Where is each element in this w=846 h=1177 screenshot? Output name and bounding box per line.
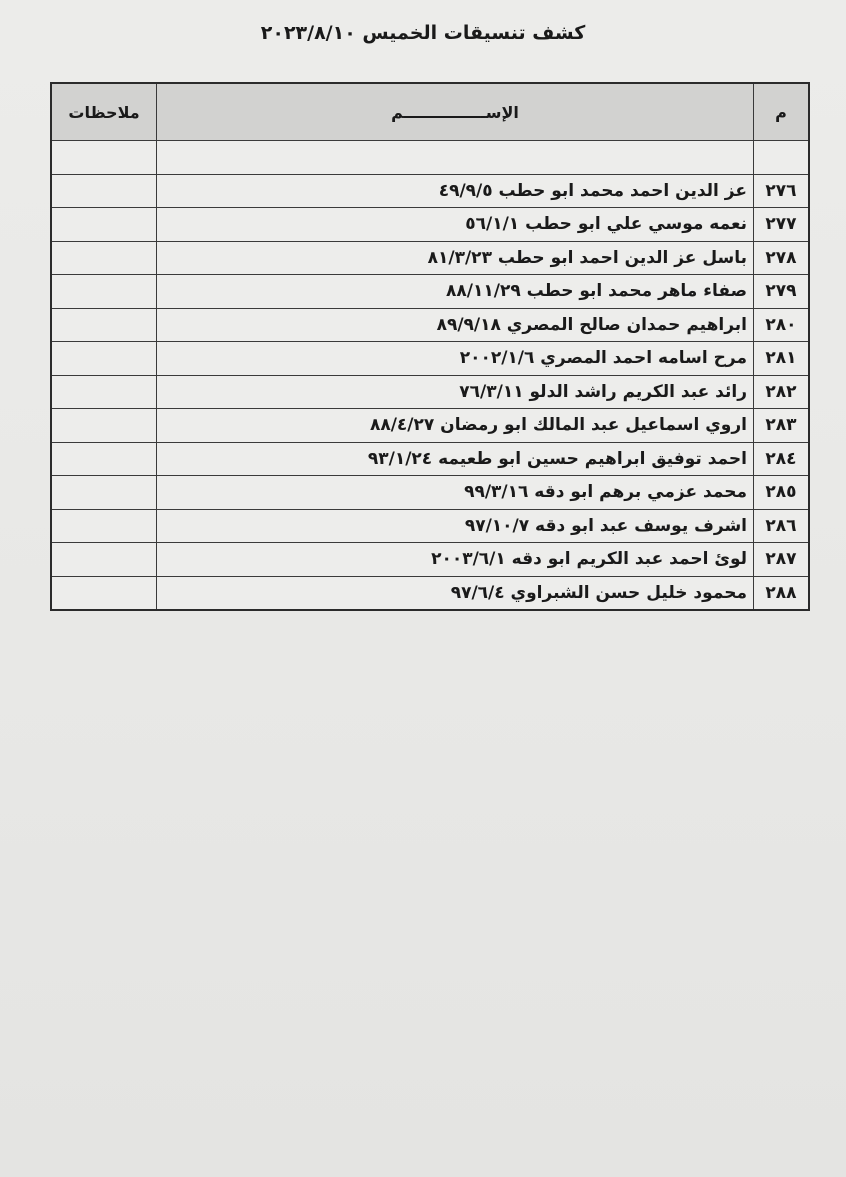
blank-cell <box>754 141 810 175</box>
row-name: لوئ احمد عبد الكريم ابو دقه ٢٠٠٣/٦/١ <box>157 543 754 577</box>
row-number: ٢٧٩ <box>754 275 810 309</box>
row-name: نعمه موسي علي ابو حطب ٥٦/١/١ <box>157 208 754 242</box>
row-name: مرح اسامه احمد المصري ٢٠٠٢/١/٦ <box>157 342 754 376</box>
table-row <box>51 476 809 510</box>
row-number: ٢٨٧ <box>754 543 810 577</box>
row-number: ٢٧٧ <box>754 208 810 242</box>
table-row <box>51 375 809 409</box>
row-notes <box>51 275 157 309</box>
table-header-row <box>51 83 809 141</box>
row-number: ٢٧٦ <box>754 174 810 208</box>
row-notes <box>51 442 157 476</box>
header-name: الإســـــــــــــــم <box>157 83 754 141</box>
row-notes <box>51 342 157 376</box>
row-number: ٢٨٠ <box>754 308 810 342</box>
row-number: ٢٧٨ <box>754 241 810 275</box>
table-row <box>51 241 809 275</box>
row-notes <box>51 409 157 443</box>
row-number: ٢٨٥ <box>754 476 810 510</box>
table-row <box>51 576 809 610</box>
row-name: محمد عزمي برهم ابو دقه ٩٩/٣/١٦ <box>157 476 754 510</box>
table-row <box>51 308 809 342</box>
row-name: عز الدين احمد محمد ابو حطب ٤٩/٩/٥ <box>157 174 754 208</box>
row-name: باسل عز الدين احمد ابو حطب ٨١/٣/٢٣ <box>157 241 754 275</box>
blank-cell <box>51 141 157 175</box>
table-row <box>51 543 809 577</box>
row-number: ٢٨٢ <box>754 375 810 409</box>
row-number: ٢٨٤ <box>754 442 810 476</box>
table-row <box>51 509 809 543</box>
row-notes <box>51 576 157 610</box>
table-row <box>51 442 809 476</box>
header-number: م <box>754 83 810 141</box>
coordination-table <box>50 82 810 611</box>
row-name: اروي اسماعيل عبد المالك ابو رمضان ٨٨/٤/٢٧ <box>157 409 754 443</box>
table-row-blank <box>51 141 809 175</box>
row-notes <box>51 476 157 510</box>
row-notes <box>51 308 157 342</box>
row-name: رائد عبد الكريم راشد الدلو ٧٦/٣/١١ <box>157 375 754 409</box>
row-name: احمد توفيق ابراهيم حسين ابو طعيمه ٩٣/١/٢٤ <box>157 442 754 476</box>
row-number: ٢٨٣ <box>754 409 810 443</box>
table-row <box>51 342 809 376</box>
table-row <box>51 174 809 208</box>
row-notes <box>51 208 157 242</box>
header-notes: ملاحظات <box>51 83 157 141</box>
row-name: محمود خليل حسن الشبراوي ٩٧/٦/٤ <box>157 576 754 610</box>
row-number: ٢٨٨ <box>754 576 810 610</box>
row-name: ابراهيم حمدان صالح المصري ٨٩/٩/١٨ <box>157 308 754 342</box>
row-notes <box>51 174 157 208</box>
table-row <box>51 275 809 309</box>
row-name: صفاء ماهر محمد ابو حطب ٨٨/١١/٢٩ <box>157 275 754 309</box>
table-body <box>51 141 809 611</box>
row-notes <box>51 241 157 275</box>
blank-cell <box>157 141 754 175</box>
row-number: ٢٨٦ <box>754 509 810 543</box>
table-row <box>51 208 809 242</box>
row-name: اشرف يوسف عبد ابو دقه ٩٧/١٠/٧ <box>157 509 754 543</box>
row-notes <box>51 375 157 409</box>
row-notes <box>51 543 157 577</box>
document-title: كشف تنسيقات الخميس ٢٠٢٣/٨/١٠ <box>260 22 586 44</box>
row-notes <box>51 509 157 543</box>
row-number: ٢٨١ <box>754 342 810 376</box>
table-row <box>51 409 809 443</box>
